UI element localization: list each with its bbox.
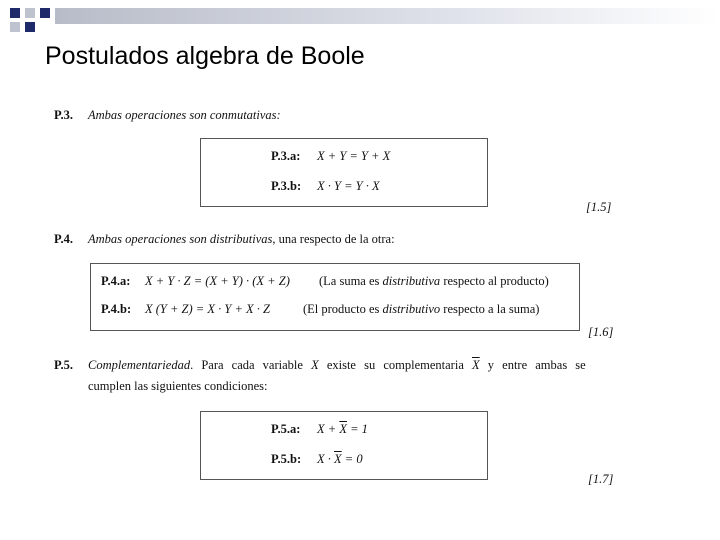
- eq-complement: $\overline{X}$: [334, 452, 342, 466]
- variable-complement: $\overline{X}$: [472, 358, 480, 372]
- postulate-text: [88, 232, 395, 247]
- equation-label: P.5.b:: [271, 452, 302, 466]
- postulate-text: Ambas operaciones son conmutativas:: [88, 108, 281, 122]
- equation-label: P.4.a:: [101, 274, 131, 288]
- decor-square: [40, 8, 50, 18]
- equation-number: [1.5]: [586, 200, 612, 214]
- equation: [317, 452, 363, 467]
- note-post: respecto a la suma): [440, 302, 540, 316]
- equation-box: [200, 138, 488, 207]
- equation-number: [1.6]: [588, 325, 614, 339]
- note-post: respecto al producto): [440, 274, 549, 288]
- equation-label: P.3.a:: [271, 149, 301, 163]
- equation-label: P.5.a:: [271, 422, 301, 436]
- postulate-text-part: . Para cada variable: [190, 358, 312, 372]
- postulate-text-line2: cumplen las siguientes condiciones:: [88, 379, 268, 393]
- decor-square: [25, 22, 35, 32]
- equation-note: [303, 302, 539, 317]
- decor-square: [25, 8, 35, 18]
- equation: X + Y = Y + X: [317, 149, 391, 163]
- variable: X: [311, 358, 319, 372]
- equation-label: P.4.b:: [101, 302, 132, 316]
- scanned-page: [48, 98, 633, 498]
- title-bar-decoration: [0, 0, 720, 36]
- equation: X · Y = Y · X: [317, 179, 380, 193]
- equation-number: [1.7]: [588, 472, 614, 486]
- title-gradient-bar: [55, 8, 720, 24]
- postulate-text-part: y entre ambas se: [479, 358, 586, 372]
- equation-note: [319, 274, 549, 289]
- postulate-text-italic: Complementariedad: [88, 358, 191, 372]
- note-italic: distributiva: [382, 274, 441, 288]
- eq-part: = 0: [341, 452, 363, 466]
- postulate-label: P.4.: [54, 232, 73, 246]
- equation: [317, 422, 368, 437]
- note-pre: (La suma es: [319, 274, 383, 288]
- decor-square: [10, 8, 20, 18]
- note-pre: (El producto es: [303, 302, 383, 316]
- equation-box: [200, 411, 488, 480]
- postulate-text: [88, 358, 586, 373]
- eq-part: X ·: [317, 452, 335, 466]
- postulate-text-italic: Ambas operaciones son distributivas: [88, 232, 273, 246]
- note-italic: distributivo: [382, 302, 441, 316]
- postulate-label: P.5.: [54, 358, 73, 372]
- slide-title: Postulados algebra de Boole: [45, 42, 365, 70]
- equation: X (Y + Z) = X · Y + X · Z: [145, 302, 270, 316]
- eq-part: X +: [317, 422, 340, 436]
- equation-box: [90, 263, 580, 331]
- eq-part: = 1: [346, 422, 368, 436]
- postulate-label: P.3.: [54, 108, 73, 122]
- postulate-text-part: existe su complementaria: [318, 358, 472, 372]
- postulate-text-rest: , una respecto de la otra:: [272, 232, 395, 246]
- decor-square: [10, 22, 20, 32]
- equation: X + Y · Z = (X + Y) · (X + Z): [145, 274, 290, 288]
- equation-label: P.3.b:: [271, 179, 302, 193]
- eq-complement: $\overline{X}$: [339, 422, 347, 436]
